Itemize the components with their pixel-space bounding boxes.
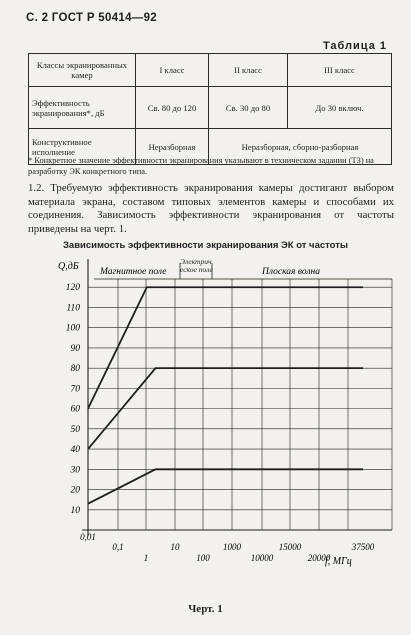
table-caption: Таблица 1: [322, 40, 387, 52]
paragraph: 1.2. Требуемую эффективность экранирования камеры достигают выбором материала экрана, составом типовых элементов камеры и способами их соединения. Зависимость эффективности экранирования от частоты приведены на черт. 1.: [28, 182, 394, 236]
y-tick-label: 20: [70, 485, 80, 496]
table-header-cell: III класс: [288, 54, 392, 87]
table-cell: Неразборная, сборно-разборная: [209, 129, 392, 165]
x-tick-label: 20000: [307, 553, 331, 563]
y-tick-label: 30: [70, 465, 80, 476]
region-label-electric-text: Электрическое поле: [180, 258, 213, 274]
y-tick-label: 110: [66, 303, 80, 314]
table-cell: Конструктивное исполнение: [29, 129, 136, 165]
region-label-magnetic: Магнитное поле: [100, 267, 167, 277]
y-tick-label: 50: [70, 424, 80, 435]
table-cell: Неразборная: [136, 129, 209, 165]
table-header-cell: Классы экранированных камер: [29, 54, 136, 87]
frequency-chart: [0, 252, 411, 597]
y-tick-label: 40: [70, 445, 80, 456]
y-tick-label: 70: [70, 384, 80, 395]
x-tick-label: 1: [143, 553, 149, 563]
y-tick-label: 120: [65, 283, 80, 294]
classes-table: [28, 53, 392, 165]
chart-ticks: [66, 283, 375, 563]
y-tick-label: 90: [70, 343, 80, 354]
region-label-plane: Плоская волна: [262, 267, 320, 277]
y-tick-label: 80: [70, 364, 80, 375]
y-tick-label: 60: [70, 404, 80, 415]
x-tick-label: 0,1: [112, 542, 124, 552]
x-axis-label: f, МГц: [325, 556, 352, 567]
chart-axes: [82, 259, 392, 536]
region-label-electric: [180, 258, 214, 282]
x-tick-label: 10: [170, 542, 180, 552]
table-cell: Св. 30 до 80: [209, 87, 288, 129]
table-cell: До 30 включ.: [288, 87, 392, 129]
table-row: [29, 87, 392, 129]
table-header-cell: II класс: [209, 54, 288, 87]
page-header: С. 2 ГОСТ Р 50414—92: [26, 12, 157, 24]
chart-regions: [94, 258, 392, 282]
y-tick-label: 100: [65, 323, 80, 334]
table-cell: Св. 80 до 120: [136, 87, 209, 129]
chart-title: Зависимость эффективности экранирования ЭК от частоты: [62, 240, 348, 251]
chart-caption: Черт. 1: [188, 603, 223, 615]
y-axis-label: Q,дБ: [58, 261, 79, 272]
chart-series: [88, 287, 363, 503]
table-cell: Эффективность экранирования*, дБ: [29, 87, 136, 129]
x-tick-label: 1000: [223, 542, 241, 552]
x-tick-label: 10000: [250, 553, 274, 563]
series-line: [88, 469, 363, 503]
footnote: * Конкретное значение эффективности экранирования указывают в техническом задании (ТЗ) на разработку ЭК конкретного типа.: [28, 156, 374, 176]
x-tick-label: 15000: [278, 542, 302, 552]
chart-grid: [88, 279, 392, 530]
table-header-cell: I класс: [136, 54, 209, 87]
table-header-row: [29, 54, 392, 87]
x-tick-label: 0,01: [80, 532, 96, 542]
x-tick-label: 100: [196, 553, 210, 563]
y-tick-label: 10: [70, 505, 80, 516]
x-tick-label: 37500: [351, 542, 375, 552]
